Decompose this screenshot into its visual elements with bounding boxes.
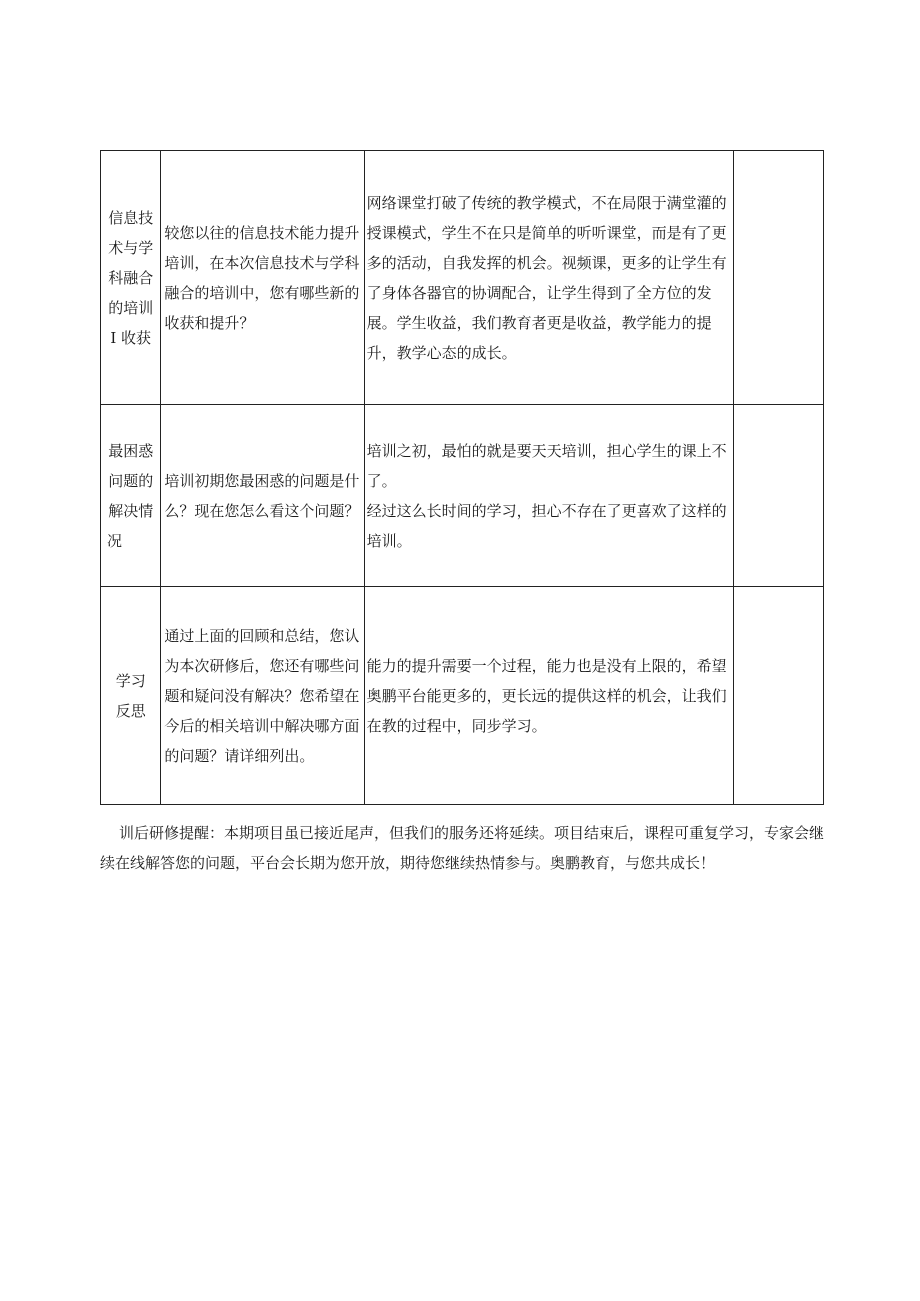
table-row [101,405,824,587]
reminder-title: 训后研修提醒 [119,824,210,842]
category-line: 学习 [115,671,146,690]
answer-cell [364,405,734,587]
post-training-reminder [100,818,830,878]
category-cell [101,587,161,805]
table-row [101,151,824,405]
category-line: 科融合 [108,268,154,287]
category-line: 反思 [115,701,146,720]
table-row [101,587,824,805]
category-cell [101,405,161,587]
answer-cell [364,151,734,405]
category-cell [101,151,161,405]
category-line: 解决情 [108,501,154,520]
answer-paragraph: 能力的提升需要一个过程，能力也是没有上限的，希望奥鹏平台能更多的，更长远的提供这样的机会，让我们在教的过程中，同步学习。 [366,656,727,735]
category-line: 最困惑 [108,441,154,460]
answer-paragraph: 培训之初，最怕的就是要天天培训，担心学生的课上不了。 [366,441,727,490]
empty-cell [734,151,824,405]
empty-cell [734,405,824,587]
reminder-body: 本期项目虽已接近尾声，但我们的服务还将延续。项目结束后，课程可重复学习，专家会继续在线解答您的问题，平台会长期为您开放，期待您继续热情参与。奥鹏教育，与您共成长！ [100,824,825,872]
category-line: 的培训 [108,298,154,317]
category-line: 况 [107,531,123,550]
empty-cell [734,587,824,805]
question-cell: 培训初期您最困惑的问题是什么？现在您怎么看这个问题？ [161,405,364,587]
category-line: I 收获 [110,328,152,347]
category-line: 术与学 [108,238,154,257]
question-cell: 较您以往的信息技术能力提升培训，在本次信息技术与学科融合的培训中，您有哪些新的收获和提升？ [161,151,364,405]
survey-table [100,150,824,805]
question-cell: 通过上面的回顾和总结，您认为本次研修后，您还有哪些问题和疑问没有解决？您希望在今后的相关培训中解决哪方面的问题？请详细列出。 [161,587,364,805]
reminder-separator: ： [209,824,225,842]
answer-paragraph: 网络课堂打破了传统的教学模式，不在局限于满堂灌的授课模式，学生不在只是简单的听听课堂，而是有了更多的活动，自我发挥的机会。视频课，更多的让学生有了身体各器官的协调配合，让学生得到了全方位的发展。学生收益，我们教育者更是收益，教学能力的提升，教学心态的成长。 [366,193,727,362]
answer-cell [364,587,734,805]
category-line: 信息技 [108,208,154,227]
category-line: 问题的 [108,471,154,490]
answer-paragraph: 经过这么长时间的学习，担心不存在了更喜欢了这样的培训。 [366,501,727,550]
